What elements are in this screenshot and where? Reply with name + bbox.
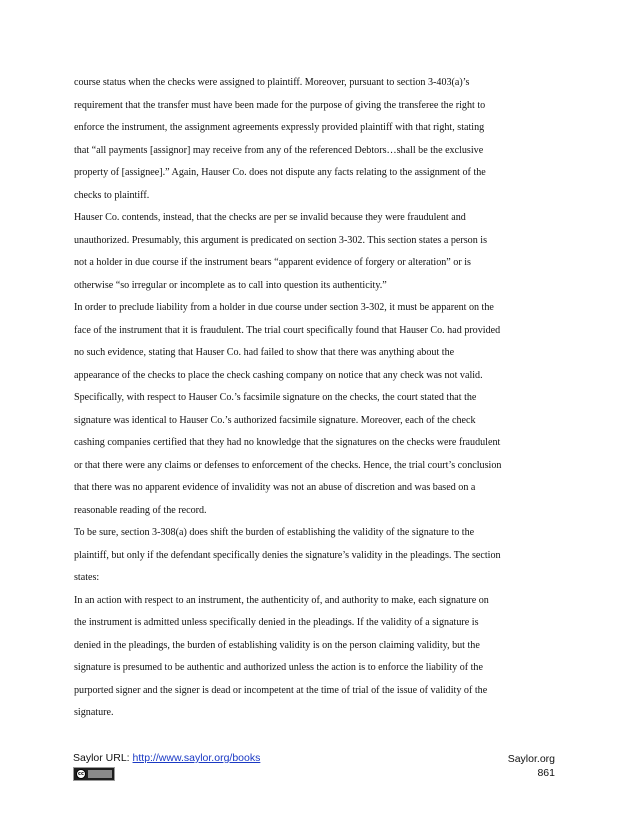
footer-site: Saylor.org — [507, 753, 555, 765]
text-line: checks to plaintiff. — [74, 189, 150, 201]
text-line: enforce the instrument, the assignment agreements expressly provided plaintiff with that right, stating — [74, 122, 485, 133]
text-line: In an action with respect to an instrument, the authenticity of, and authority to make, each signature on — [74, 594, 489, 606]
saylor-url-link[interactable]: http://www.saylor.org/books — [132, 752, 261, 764]
text-line: signature was identical to Hauser Co.’s authorized facsimile signature. Moreover, each of the check — [74, 414, 476, 426]
text-line: plaintiff, but only if the defendant specifically denies the signature’s validity in the pleadings. The section — [74, 549, 501, 561]
text-line: property of [assignee].” Again, Hauser Co. does not dispute any facts relating to the assignment of the — [74, 167, 486, 178]
footer-saylor-url — [73, 752, 260, 764]
text-line: reasonable reading of the record. — [74, 504, 207, 516]
text-line: otherwise “so irregular or incomplete as to call into question its authenticity.” — [74, 279, 387, 291]
text-line: that “all payments [assignor] may receive from any of the referenced Debtors…shall be the exclusive — [74, 144, 484, 156]
page-number: 861 — [537, 767, 555, 779]
text-line: unauthorized. Presumably, this argument is predicated on section 3-302. This section states a person is — [74, 234, 488, 246]
text-line: states: — [74, 572, 100, 583]
text-line: In order to preclude liability from a holder in due course under section 3-302, it must be apparent on the — [74, 302, 494, 313]
cc-terms-strip — [88, 770, 112, 778]
footer-right — [508, 752, 555, 780]
text-line: the instrument is admitted unless specifically denied in the pleadings. If the validity of a signature is — [74, 617, 479, 628]
text-line: Specifically, with respect to Hauser Co.’s facsimile signature on the checks, the court stated that the — [74, 392, 477, 403]
text-line: denied in the pleadings, the burden of establishing validity is on the person claiming validity, but the — [74, 639, 480, 651]
text-line: appearance of the checks to place the check cashing company on notice that any check was not valid. — [74, 369, 483, 381]
text-line: cashing companies certified that they had no knowledge that the signatures on the checks were fraudulent — [74, 437, 501, 448]
text-line: or that there were any claims or defenses to enforcement of the checks. Hence, the trial court’s conclusion — [74, 459, 502, 471]
text-line: that there was no apparent evidence of invalidity was not an abuse of discretion and was based on a — [74, 482, 476, 493]
cc-logo-icon: cc — [76, 769, 86, 779]
text-line: To be sure, section 3-308(a) does shift the burden of establishing the validity of the signature to the — [74, 527, 475, 538]
saylor-url-label: Saylor URL: — [73, 752, 133, 764]
text-line: Hauser Co. contends, instead, that the checks are per se invalid because they were fraudulent and — [74, 212, 466, 223]
text-line: purported signer and the signer is dead or incompetent at the time of trial of the issue of validity of the — [74, 684, 488, 696]
text-line: course status when the checks were assigned to plaintiff. Moreover, pursuant to section 3-403(a)’s — [74, 77, 470, 88]
body-text — [74, 72, 560, 725]
text-line: signature is presumed to be authentic and authorized unless the action is to enforce the liability of the — [74, 662, 483, 673]
text-line: no such evidence, stating that Hauser Co. had failed to show that there was anything about the — [74, 347, 455, 358]
text-line: signature. — [74, 707, 114, 718]
text-line: not a holder in due course if the instrument bears “apparent evidence of forgery or alteration” or is — [74, 257, 471, 268]
creative-commons-license-icon[interactable] — [73, 767, 115, 781]
text-line: face of the instrument that it is fraudulent. The trial court specifically found that Hauser Co. had provided — [74, 324, 501, 336]
text-line: requirement that the transfer must have been made for the purpose of giving the transferee the right to — [74, 99, 486, 111]
